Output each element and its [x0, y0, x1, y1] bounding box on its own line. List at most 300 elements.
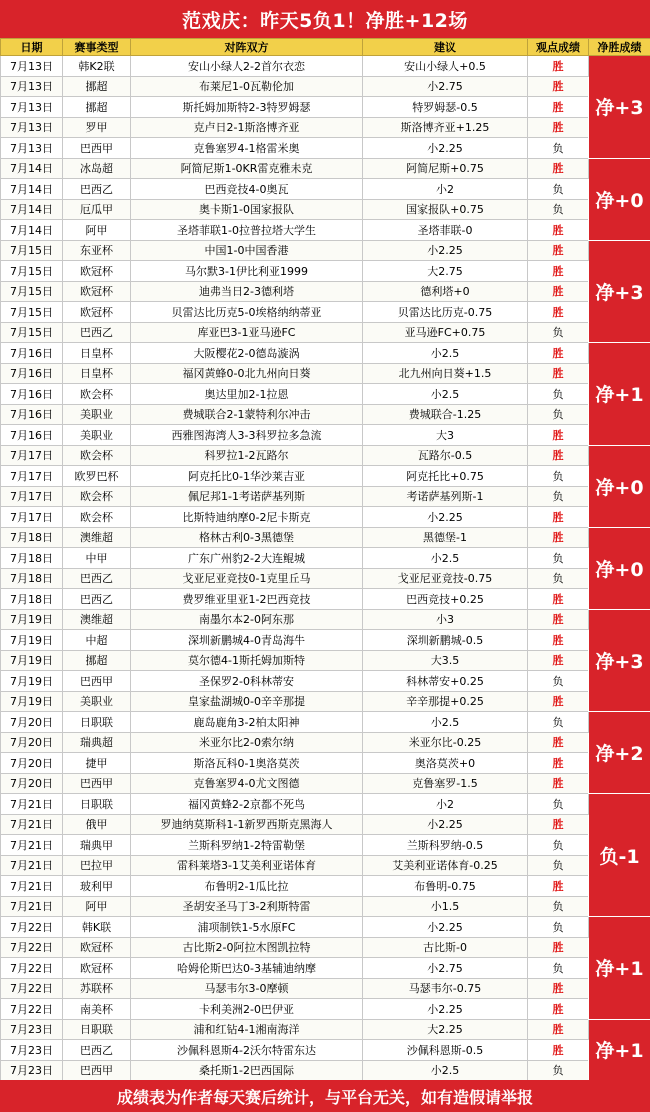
date-cell: 7月14日	[1, 220, 63, 241]
event-type-cell: 巴西乙	[63, 568, 131, 589]
matchup-cell: 格林古利0-3黑德堡	[131, 527, 363, 548]
view-result-cell: 胜	[528, 281, 589, 302]
event-type-cell: 澳维超	[63, 527, 131, 548]
event-type-cell: 欧会杯	[63, 384, 131, 405]
date-cell: 7月22日	[1, 917, 63, 938]
table-row	[1, 691, 650, 712]
view-result-cell: 胜	[528, 425, 589, 446]
matchup-cell: 阿克托比0-1华沙莱吉亚	[131, 466, 363, 487]
date-cell: 7月16日	[1, 384, 63, 405]
header-date: 日期	[1, 39, 63, 56]
matchup-cell: 奥卡斯1-0国家报队	[131, 199, 363, 220]
suggestion-cell: 小2.25	[363, 999, 528, 1020]
view-result-cell: 胜	[528, 97, 589, 118]
event-type-cell: 韩K联	[63, 917, 131, 938]
suggestion-cell: 德利塔+0	[363, 281, 528, 302]
table-row	[1, 855, 650, 876]
suggestion-cell: 小2.5	[363, 384, 528, 405]
table-row	[1, 1060, 650, 1081]
suggestion-cell: 小2.25	[363, 138, 528, 159]
event-type-cell: 澳维超	[63, 609, 131, 630]
table-row	[1, 76, 650, 97]
suggestion-cell: 大2.25	[363, 1019, 528, 1040]
date-cell: 7月20日	[1, 732, 63, 753]
view-result-cell: 胜	[528, 650, 589, 671]
event-type-cell: 苏联杯	[63, 978, 131, 999]
table-row	[1, 281, 650, 302]
suggestion-cell: 斯洛博齐亚+1.25	[363, 117, 528, 138]
matchup-cell: 马瑟韦尔3-0摩顿	[131, 978, 363, 999]
table-row	[1, 650, 650, 671]
view-result-cell: 胜	[528, 1019, 589, 1040]
matchup-cell: 古比斯2-0阿拉木图凯拉特	[131, 937, 363, 958]
view-result-cell: 负	[528, 568, 589, 589]
table-row	[1, 732, 650, 753]
event-type-cell: 挪超	[63, 76, 131, 97]
view-result-cell: 负	[528, 958, 589, 979]
suggestion-cell: 深圳新鹏城-0.5	[363, 630, 528, 651]
event-type-cell: 罗甲	[63, 117, 131, 138]
matchup-cell: 费城联合2-1蒙特利尔冲击	[131, 404, 363, 425]
date-cell: 7月17日	[1, 507, 63, 528]
suggestion-cell: 小2	[363, 179, 528, 200]
suggestion-cell: 小2.5	[363, 548, 528, 569]
table-row	[1, 917, 650, 938]
table-row	[1, 138, 650, 159]
view-result-cell: 负	[528, 199, 589, 220]
matchup-cell: 圣塔菲联1-0拉普拉塔大学生	[131, 220, 363, 241]
suggestion-cell: 阿简尼斯+0.75	[363, 158, 528, 179]
table-header-row	[1, 39, 650, 56]
matchup-cell: 浦项制铁1-5水原FC	[131, 917, 363, 938]
table-row	[1, 527, 650, 548]
suggestion-cell: 小2.5	[363, 712, 528, 733]
table-row	[1, 445, 650, 466]
suggestion-cell: 小2.25	[363, 814, 528, 835]
table-row	[1, 671, 650, 692]
table-row	[1, 1040, 650, 1061]
matchup-cell: 圣保罗2-0科林蒂安	[131, 671, 363, 692]
suggestion-cell: 考诺萨基列斯-1	[363, 486, 528, 507]
event-type-cell: 欧会杯	[63, 445, 131, 466]
matchup-cell: 克卢日2-1斯洛博齐亚	[131, 117, 363, 138]
event-type-cell: 巴西甲	[63, 138, 131, 159]
matchup-cell: 福冈黄蜂0-0北九州向日葵	[131, 363, 363, 384]
suggestion-cell: 马瑟韦尔-0.75	[363, 978, 528, 999]
date-cell: 7月18日	[1, 527, 63, 548]
suggestion-cell: 兰斯科罗纳-0.5	[363, 835, 528, 856]
event-type-cell: 欧会杯	[63, 507, 131, 528]
header-net-result: 净胜成绩	[589, 39, 650, 56]
event-type-cell: 韩K2联	[63, 56, 131, 77]
table-row	[1, 773, 650, 794]
view-result-cell: 负	[528, 712, 589, 733]
suggestion-cell: 科林蒂安+0.25	[363, 671, 528, 692]
event-type-cell: 玻利甲	[63, 876, 131, 897]
suggestion-cell: 大3.5	[363, 650, 528, 671]
view-result-cell: 负	[528, 404, 589, 425]
date-cell: 7月14日	[1, 199, 63, 220]
event-type-cell: 瑞典超	[63, 732, 131, 753]
suggestion-cell: 小2.25	[363, 240, 528, 261]
view-result-cell: 负	[528, 322, 589, 343]
matchup-cell: 卡利美洲2-0巴伊亚	[131, 999, 363, 1020]
event-type-cell: 欧冠杯	[63, 958, 131, 979]
view-result-cell: 负	[528, 835, 589, 856]
matchup-cell: 深圳新鹏城4-0青岛海牛	[131, 630, 363, 651]
date-cell: 7月23日	[1, 1060, 63, 1081]
date-cell: 7月21日	[1, 835, 63, 856]
event-type-cell: 巴西乙	[63, 589, 131, 610]
date-cell: 7月15日	[1, 302, 63, 323]
event-type-cell: 捷甲	[63, 753, 131, 774]
table-row	[1, 589, 650, 610]
matchup-cell: 罗迪纳莫斯科1-1新罗西斯克黑海人	[131, 814, 363, 835]
net-result-cell: 净+1	[589, 1019, 650, 1081]
page-title: 范戏庆：昨天5负1！净胜+12场	[0, 0, 650, 38]
view-result-cell: 负	[528, 466, 589, 487]
date-cell: 7月19日	[1, 630, 63, 651]
view-result-cell: 胜	[528, 999, 589, 1020]
matchup-cell: 科罗拉1-2瓦路尔	[131, 445, 363, 466]
table-row	[1, 507, 650, 528]
event-type-cell: 日职联	[63, 712, 131, 733]
event-type-cell: 瑞典甲	[63, 835, 131, 856]
event-type-cell: 日皇杯	[63, 343, 131, 364]
table-row	[1, 835, 650, 856]
date-cell: 7月17日	[1, 445, 63, 466]
suggestion-cell: 瓦路尔-0.5	[363, 445, 528, 466]
suggestion-cell: 小2.5	[363, 343, 528, 364]
table-row	[1, 220, 650, 241]
matchup-cell: 中国1-0中国香港	[131, 240, 363, 261]
view-result-cell: 胜	[528, 220, 589, 241]
event-type-cell: 厄瓜甲	[63, 199, 131, 220]
header-suggestion: 建议	[363, 39, 528, 56]
matchup-cell: 圣胡安圣马丁3-2利斯特雷	[131, 896, 363, 917]
table-row	[1, 958, 650, 979]
table-row	[1, 896, 650, 917]
table-row	[1, 466, 650, 487]
suggestion-cell: 辛辛那提+0.25	[363, 691, 528, 712]
event-type-cell: 欧冠杯	[63, 261, 131, 282]
matchup-cell: 南墨尔本2-0阿东那	[131, 609, 363, 630]
matchup-cell: 巴西竞技4-0奥瓦	[131, 179, 363, 200]
matchup-cell: 浦和红钻4-1湘南海洋	[131, 1019, 363, 1040]
event-type-cell: 日皇杯	[63, 363, 131, 384]
table-row	[1, 999, 650, 1020]
view-result-cell: 胜	[528, 773, 589, 794]
date-cell: 7月13日	[1, 56, 63, 77]
net-result-cell: 净+0	[589, 527, 650, 609]
event-type-cell: 南美杯	[63, 999, 131, 1020]
event-type-cell: 俄甲	[63, 814, 131, 835]
date-cell: 7月15日	[1, 322, 63, 343]
suggestion-cell: 安山小绿人+0.5	[363, 56, 528, 77]
suggestion-cell: 国家报队+0.75	[363, 199, 528, 220]
table-row	[1, 261, 650, 282]
suggestion-cell: 大3	[363, 425, 528, 446]
suggestion-cell: 小2.25	[363, 917, 528, 938]
view-result-cell: 负	[528, 855, 589, 876]
suggestion-cell: 小2	[363, 794, 528, 815]
suggestion-cell: 小2.25	[363, 507, 528, 528]
suggestion-cell: 戈亚尼亚竞技-0.75	[363, 568, 528, 589]
suggestion-cell: 沙佩科恩斯-0.5	[363, 1040, 528, 1061]
date-cell: 7月21日	[1, 876, 63, 897]
suggestion-cell: 克鲁塞罗-1.5	[363, 773, 528, 794]
net-result-cell: 净+1	[589, 343, 650, 446]
date-cell: 7月13日	[1, 138, 63, 159]
date-cell: 7月13日	[1, 117, 63, 138]
view-result-cell: 胜	[528, 691, 589, 712]
date-cell: 7月23日	[1, 1040, 63, 1061]
date-cell: 7月13日	[1, 76, 63, 97]
net-result-cell: 净+0	[589, 158, 650, 240]
event-type-cell: 巴西甲	[63, 1060, 131, 1081]
table-row	[1, 117, 650, 138]
suggestion-cell: 亚马逊FC+0.75	[363, 322, 528, 343]
matchup-cell: 大阪樱花2-0德岛漩涡	[131, 343, 363, 364]
event-type-cell: 阿甲	[63, 896, 131, 917]
date-cell: 7月15日	[1, 240, 63, 261]
results-table	[0, 38, 650, 1081]
date-cell: 7月16日	[1, 363, 63, 384]
table-row	[1, 1019, 650, 1040]
matchup-cell: 沙佩科恩斯4-2沃尔特雷东达	[131, 1040, 363, 1061]
event-type-cell: 欧会杯	[63, 486, 131, 507]
date-cell: 7月22日	[1, 937, 63, 958]
net-result-cell: 净+2	[589, 712, 650, 794]
matchup-cell: 阿简尼斯1-0KR雷克雅未克	[131, 158, 363, 179]
suggestion-cell: 小2.5	[363, 1060, 528, 1081]
date-cell: 7月16日	[1, 343, 63, 364]
matchup-cell: 莫尔德4-1斯托姆加斯特	[131, 650, 363, 671]
date-cell: 7月19日	[1, 671, 63, 692]
date-cell: 7月17日	[1, 466, 63, 487]
view-result-cell: 胜	[528, 76, 589, 97]
view-result-cell: 胜	[528, 302, 589, 323]
matchup-cell: 布鲁明2-1瓜比拉	[131, 876, 363, 897]
table-row	[1, 97, 650, 118]
table-row	[1, 978, 650, 999]
suggestion-cell: 贝雷达比历克-0.75	[363, 302, 528, 323]
date-cell: 7月21日	[1, 794, 63, 815]
view-result-cell: 负	[528, 384, 589, 405]
matchup-cell: 戈亚尼亚竞技0-1克里丘马	[131, 568, 363, 589]
suggestion-cell: 小3	[363, 609, 528, 630]
table-row	[1, 199, 650, 220]
event-type-cell: 巴西甲	[63, 773, 131, 794]
table-row	[1, 404, 650, 425]
event-type-cell: 欧冠杯	[63, 937, 131, 958]
event-type-cell: 巴拉甲	[63, 855, 131, 876]
event-type-cell: 中超	[63, 630, 131, 651]
table-row	[1, 343, 650, 364]
table-row	[1, 56, 650, 77]
matchup-cell: 佩尼邦1-1考诺萨基列斯	[131, 486, 363, 507]
matchup-cell: 斯洛瓦科0-1奥洛莫茨	[131, 753, 363, 774]
event-type-cell: 挪超	[63, 97, 131, 118]
header-event-type: 赛事类型	[63, 39, 131, 56]
view-result-cell: 胜	[528, 630, 589, 651]
suggestion-cell: 古比斯-0	[363, 937, 528, 958]
date-cell: 7月18日	[1, 589, 63, 610]
table-row	[1, 486, 650, 507]
date-cell: 7月20日	[1, 753, 63, 774]
net-result-cell: 净+3	[589, 609, 650, 712]
matchup-cell: 奥达里加2-1拉恩	[131, 384, 363, 405]
table-row	[1, 240, 650, 261]
date-cell: 7月20日	[1, 712, 63, 733]
event-type-cell: 巴西乙	[63, 322, 131, 343]
view-result-cell: 负	[528, 671, 589, 692]
matchup-cell: 桑托斯1-2巴西国际	[131, 1060, 363, 1081]
table-row	[1, 937, 650, 958]
date-cell: 7月23日	[1, 1019, 63, 1040]
header-view-result: 观点成绩	[528, 39, 589, 56]
matchup-cell: 克鲁塞罗4-1格雷米奥	[131, 138, 363, 159]
view-result-cell: 负	[528, 179, 589, 200]
table-row	[1, 302, 650, 323]
net-result-cell: 负-1	[589, 794, 650, 917]
table-row	[1, 609, 650, 630]
matchup-cell: 安山小绿人2-2首尔衣恋	[131, 56, 363, 77]
table-row	[1, 158, 650, 179]
matchup-cell: 贝雷达比历克5-0埃格纳纳蒂亚	[131, 302, 363, 323]
suggestion-cell: 特罗姆瑟-0.5	[363, 97, 528, 118]
suggestion-cell: 巴西竞技+0.25	[363, 589, 528, 610]
event-type-cell: 巴西乙	[63, 1040, 131, 1061]
view-result-cell: 胜	[528, 343, 589, 364]
event-type-cell: 欧冠杯	[63, 281, 131, 302]
view-result-cell: 负	[528, 896, 589, 917]
matchup-cell: 皇家盐湖城0-0辛辛那提	[131, 691, 363, 712]
date-cell: 7月21日	[1, 896, 63, 917]
date-cell: 7月22日	[1, 978, 63, 999]
event-type-cell: 日职联	[63, 1019, 131, 1040]
table-row	[1, 753, 650, 774]
table-row	[1, 322, 650, 343]
event-type-cell: 欧冠杯	[63, 302, 131, 323]
table-row	[1, 363, 650, 384]
matchup-cell: 广东广州豹2-2大连鲲城	[131, 548, 363, 569]
date-cell: 7月20日	[1, 773, 63, 794]
date-cell: 7月15日	[1, 261, 63, 282]
table-row	[1, 425, 650, 446]
matchup-cell: 布莱尼1-0瓦勒伦加	[131, 76, 363, 97]
suggestion-cell: 北九州向日葵+1.5	[363, 363, 528, 384]
date-cell: 7月18日	[1, 548, 63, 569]
view-result-cell: 负	[528, 1060, 589, 1081]
date-cell: 7月15日	[1, 281, 63, 302]
event-type-cell: 东亚杯	[63, 240, 131, 261]
matchup-cell: 西雅图海湾人3-3科罗拉多急流	[131, 425, 363, 446]
view-result-cell: 胜	[528, 814, 589, 835]
view-result-cell: 负	[528, 486, 589, 507]
view-result-cell: 胜	[528, 527, 589, 548]
suggestion-cell: 奥洛莫茨+0	[363, 753, 528, 774]
matchup-cell: 费罗维亚里亚1-2巴西竞技	[131, 589, 363, 610]
event-type-cell: 欧罗巴杯	[63, 466, 131, 487]
view-result-cell: 负	[528, 138, 589, 159]
view-result-cell: 胜	[528, 937, 589, 958]
view-result-cell: 胜	[528, 1040, 589, 1061]
date-cell: 7月14日	[1, 158, 63, 179]
suggestion-cell: 小2.75	[363, 76, 528, 97]
suggestion-cell: 米亚尔比-0.25	[363, 732, 528, 753]
date-cell: 7月22日	[1, 999, 63, 1020]
event-type-cell: 日职联	[63, 794, 131, 815]
matchup-cell: 福冈黄蜂2-2京都不死鸟	[131, 794, 363, 815]
footer-disclaimer: 成绩表为作者每天赛后统计，与平台无关，如有造假请举报	[0, 1080, 650, 1112]
suggestion-cell: 艾美利亚诺体育-0.25	[363, 855, 528, 876]
view-result-cell: 胜	[528, 609, 589, 630]
date-cell: 7月16日	[1, 404, 63, 425]
header-matchup: 对阵双方	[131, 39, 363, 56]
matchup-cell: 哈姆伦斯巴达0-3基辅迪纳摩	[131, 958, 363, 979]
suggestion-cell: 小2.75	[363, 958, 528, 979]
suggestion-cell: 阿克托比+0.75	[363, 466, 528, 487]
matchup-cell: 鹿岛鹿角3-2柏太阳神	[131, 712, 363, 733]
view-result-cell: 胜	[528, 589, 589, 610]
table-row	[1, 794, 650, 815]
date-cell: 7月16日	[1, 425, 63, 446]
table-row	[1, 568, 650, 589]
table-row	[1, 179, 650, 200]
matchup-cell: 斯托姆加斯特2-3特罗姆瑟	[131, 97, 363, 118]
event-type-cell: 阿甲	[63, 220, 131, 241]
view-result-cell: 胜	[528, 753, 589, 774]
table-row	[1, 814, 650, 835]
matchup-cell: 克鲁塞罗4-0尤文图德	[131, 773, 363, 794]
event-type-cell: 美职业	[63, 425, 131, 446]
view-result-cell: 胜	[528, 158, 589, 179]
event-type-cell: 巴西甲	[63, 671, 131, 692]
date-cell: 7月19日	[1, 609, 63, 630]
net-result-cell: 净+3	[589, 56, 650, 159]
date-cell: 7月17日	[1, 486, 63, 507]
view-result-cell: 胜	[528, 261, 589, 282]
suggestion-cell: 费城联合-1.25	[363, 404, 528, 425]
date-cell: 7月21日	[1, 855, 63, 876]
net-result-cell: 净+3	[589, 240, 650, 343]
table-row	[1, 712, 650, 733]
view-result-cell: 胜	[528, 507, 589, 528]
date-cell: 7月14日	[1, 179, 63, 200]
matchup-cell: 米亚尔比2-0索尔纳	[131, 732, 363, 753]
date-cell: 7月13日	[1, 97, 63, 118]
view-result-cell: 负	[528, 794, 589, 815]
suggestion-cell: 小1.5	[363, 896, 528, 917]
date-cell: 7月19日	[1, 650, 63, 671]
view-result-cell: 负	[528, 548, 589, 569]
suggestion-cell: 布鲁明-0.75	[363, 876, 528, 897]
event-type-cell: 巴西乙	[63, 179, 131, 200]
matchup-cell: 库亚巴3-1亚马逊FC	[131, 322, 363, 343]
event-type-cell: 美职业	[63, 691, 131, 712]
event-type-cell: 美职业	[63, 404, 131, 425]
view-result-cell: 胜	[528, 363, 589, 384]
matchup-cell: 兰斯科罗纳1-2特雷勒堡	[131, 835, 363, 856]
table-row	[1, 384, 650, 405]
suggestion-cell: 黑德堡-1	[363, 527, 528, 548]
date-cell: 7月22日	[1, 958, 63, 979]
table-row	[1, 548, 650, 569]
net-result-cell: 净+1	[589, 917, 650, 1020]
table-row	[1, 630, 650, 651]
suggestion-cell: 大2.75	[363, 261, 528, 282]
